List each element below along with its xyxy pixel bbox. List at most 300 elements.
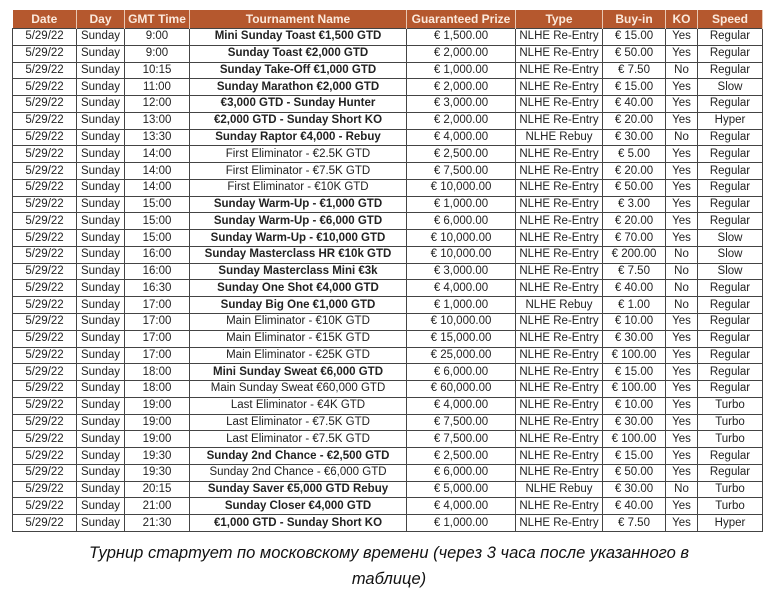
- cell-buy-in: € 15.00: [603, 79, 666, 96]
- table-row: [13, 448, 763, 465]
- table-row: [13, 246, 763, 263]
- cell-gmt-time: 13:30: [125, 129, 190, 146]
- cell-tournament-name: Sunday Take-Off €1,000 GTD: [190, 62, 407, 79]
- cell-gmt-time: 11:00: [125, 79, 190, 96]
- cell-date: 5/29/22: [13, 431, 77, 448]
- cell-tournament-name: Sunday Raptor €4,000 - Rebuy: [190, 129, 407, 146]
- cell-gmt-time: 17:00: [125, 330, 190, 347]
- cell-tournament-name: Sunday 2nd Chance - €6,000 GTD: [190, 464, 407, 481]
- cell-gmt-time: 21:00: [125, 498, 190, 515]
- cell-gmt-time: 14:00: [125, 146, 190, 163]
- cell-type: NLHE Re-Entry: [516, 464, 603, 481]
- cell-type: NLHE Re-Entry: [516, 330, 603, 347]
- cell-type: NLHE Re-Entry: [516, 96, 603, 113]
- cell-type: NLHE Re-Entry: [516, 196, 603, 213]
- cell-guaranteed-prize: € 6,000.00: [407, 464, 516, 481]
- cell-date: 5/29/22: [13, 62, 77, 79]
- cell-date: 5/29/22: [13, 498, 77, 515]
- cell-date: 5/29/22: [13, 45, 77, 62]
- cell-date: 5/29/22: [13, 314, 77, 331]
- cell-speed: Regular: [698, 213, 763, 230]
- cell-tournament-name: Sunday 2nd Chance - €2,500 GTD: [190, 448, 407, 465]
- cell-tournament-name: Sunday Saver €5,000 GTD Rebuy: [190, 481, 407, 498]
- cell-tournament-name: Mini Sunday Toast €1,500 GTD: [190, 29, 407, 46]
- cell-ko: Yes: [666, 146, 698, 163]
- cell-tournament-name: €2,000 GTD - Sunday Short KO: [190, 112, 407, 129]
- cell-speed: Hyper: [698, 515, 763, 532]
- cell-buy-in: € 20.00: [603, 163, 666, 180]
- cell-tournament-name: First Eliminator - €7.5K GTD: [190, 163, 407, 180]
- cell-date: 5/29/22: [13, 112, 77, 129]
- cell-tournament-name: €1,000 GTD - Sunday Short KO: [190, 515, 407, 532]
- cell-day: Sunday: [77, 330, 125, 347]
- table-row: [13, 330, 763, 347]
- cell-type: NLHE Re-Entry: [516, 213, 603, 230]
- cell-date: 5/29/22: [13, 246, 77, 263]
- table-row: [13, 29, 763, 46]
- cell-gmt-time: 10:15: [125, 62, 190, 79]
- cell-ko: No: [666, 62, 698, 79]
- cell-guaranteed-prize: € 4,000.00: [407, 129, 516, 146]
- cell-gmt-time: 19:30: [125, 464, 190, 481]
- cell-buy-in: € 70.00: [603, 230, 666, 247]
- cell-type: NLHE Re-Entry: [516, 498, 603, 515]
- cell-tournament-name: Sunday Closer €4,000 GTD: [190, 498, 407, 515]
- cell-gmt-time: 18:00: [125, 381, 190, 398]
- column-header-buy-in: Buy-in: [603, 10, 666, 29]
- cell-gmt-time: 18:00: [125, 364, 190, 381]
- cell-day: Sunday: [77, 414, 125, 431]
- column-header-day: Day: [77, 10, 125, 29]
- cell-guaranteed-prize: € 6,000.00: [407, 364, 516, 381]
- cell-ko: Yes: [666, 112, 698, 129]
- cell-day: Sunday: [77, 179, 125, 196]
- table-row: [13, 179, 763, 196]
- cell-gmt-time: 9:00: [125, 29, 190, 46]
- cell-gmt-time: 9:00: [125, 45, 190, 62]
- cell-tournament-name: Sunday One Shot €4,000 GTD: [190, 280, 407, 297]
- cell-guaranteed-prize: € 10,000.00: [407, 314, 516, 331]
- cell-guaranteed-prize: € 5,000.00: [407, 481, 516, 498]
- cell-ko: No: [666, 280, 698, 297]
- cell-date: 5/29/22: [13, 213, 77, 230]
- cell-type: NLHE Re-Entry: [516, 397, 603, 414]
- cell-ko: Yes: [666, 397, 698, 414]
- cell-guaranteed-prize: € 4,000.00: [407, 397, 516, 414]
- table-row: [13, 431, 763, 448]
- cell-speed: Regular: [698, 347, 763, 364]
- cell-guaranteed-prize: € 3,000.00: [407, 263, 516, 280]
- cell-buy-in: € 50.00: [603, 45, 666, 62]
- table-row: [13, 481, 763, 498]
- cell-buy-in: € 100.00: [603, 431, 666, 448]
- cell-speed: Regular: [698, 364, 763, 381]
- cell-date: 5/29/22: [13, 29, 77, 46]
- cell-day: Sunday: [77, 297, 125, 314]
- cell-guaranteed-prize: € 2,500.00: [407, 448, 516, 465]
- column-header-guaranteed-prize: Guaranteed Prize: [407, 10, 516, 29]
- cell-tournament-name: Sunday Masterclass Mini €3k: [190, 263, 407, 280]
- cell-gmt-time: 19:00: [125, 414, 190, 431]
- cell-ko: Yes: [666, 464, 698, 481]
- cell-ko: Yes: [666, 213, 698, 230]
- cell-date: 5/29/22: [13, 347, 77, 364]
- cell-guaranteed-prize: € 2,000.00: [407, 79, 516, 96]
- cell-tournament-name: Sunday Warm-Up - €10,000 GTD: [190, 230, 407, 247]
- cell-type: NLHE Re-Entry: [516, 179, 603, 196]
- cell-type: NLHE Re-Entry: [516, 230, 603, 247]
- cell-speed: Turbo: [698, 431, 763, 448]
- column-header-tournament-name: Tournament Name: [190, 10, 407, 29]
- cell-speed: Slow: [698, 263, 763, 280]
- table-row: [13, 146, 763, 163]
- cell-type: NLHE Re-Entry: [516, 515, 603, 532]
- cell-type: NLHE Re-Entry: [516, 448, 603, 465]
- cell-buy-in: € 30.00: [603, 129, 666, 146]
- cell-day: Sunday: [77, 464, 125, 481]
- cell-type: NLHE Re-Entry: [516, 314, 603, 331]
- cell-speed: Regular: [698, 45, 763, 62]
- cell-guaranteed-prize: € 60,000.00: [407, 381, 516, 398]
- cell-day: Sunday: [77, 481, 125, 498]
- cell-tournament-name: Sunday Warm-Up - €1,000 GTD: [190, 196, 407, 213]
- cell-day: Sunday: [77, 314, 125, 331]
- cell-ko: Yes: [666, 314, 698, 331]
- cell-type: NLHE Re-Entry: [516, 246, 603, 263]
- cell-ko: Yes: [666, 515, 698, 532]
- cell-type: NLHE Re-Entry: [516, 347, 603, 364]
- cell-guaranteed-prize: € 7,500.00: [407, 414, 516, 431]
- cell-buy-in: € 7.50: [603, 62, 666, 79]
- cell-guaranteed-prize: € 1,500.00: [407, 29, 516, 46]
- cell-date: 5/29/22: [13, 280, 77, 297]
- cell-date: 5/29/22: [13, 397, 77, 414]
- cell-day: Sunday: [77, 381, 125, 398]
- cell-guaranteed-prize: € 15,000.00: [407, 330, 516, 347]
- cell-tournament-name: Main Eliminator - €10K GTD: [190, 314, 407, 331]
- cell-guaranteed-prize: € 7,500.00: [407, 431, 516, 448]
- table-row: [13, 397, 763, 414]
- cell-guaranteed-prize: € 10,000.00: [407, 246, 516, 263]
- table-row: [13, 263, 763, 280]
- cell-gmt-time: 14:00: [125, 163, 190, 180]
- cell-tournament-name: First Eliminator - €10K GTD: [190, 179, 407, 196]
- cell-gmt-time: 20:15: [125, 481, 190, 498]
- cell-guaranteed-prize: € 1,000.00: [407, 62, 516, 79]
- table-row: [13, 62, 763, 79]
- cell-type: NLHE Re-Entry: [516, 79, 603, 96]
- cell-day: Sunday: [77, 45, 125, 62]
- cell-date: 5/29/22: [13, 381, 77, 398]
- cell-day: Sunday: [77, 79, 125, 96]
- cell-day: Sunday: [77, 163, 125, 180]
- cell-speed: Regular: [698, 314, 763, 331]
- table-row: [13, 280, 763, 297]
- cell-ko: Yes: [666, 498, 698, 515]
- table-row: [13, 96, 763, 113]
- cell-tournament-name: €3,000 GTD - Sunday Hunter: [190, 96, 407, 113]
- cell-guaranteed-prize: € 1,000.00: [407, 196, 516, 213]
- cell-buy-in: € 5.00: [603, 146, 666, 163]
- cell-gmt-time: 12:00: [125, 96, 190, 113]
- cell-date: 5/29/22: [13, 179, 77, 196]
- cell-guaranteed-prize: € 10,000.00: [407, 179, 516, 196]
- table-row: [13, 129, 763, 146]
- cell-type: NLHE Re-Entry: [516, 414, 603, 431]
- table-row: [13, 381, 763, 398]
- cell-ko: Yes: [666, 29, 698, 46]
- cell-tournament-name: Main Eliminator - €15K GTD: [190, 330, 407, 347]
- cell-buy-in: € 30.00: [603, 330, 666, 347]
- table-row: [13, 213, 763, 230]
- cell-speed: Regular: [698, 280, 763, 297]
- table-row: [13, 196, 763, 213]
- column-header-date: Date: [13, 10, 77, 29]
- cell-type: NLHE Re-Entry: [516, 45, 603, 62]
- column-header-ko: KO: [666, 10, 698, 29]
- tournament-schedule-table: [12, 10, 763, 532]
- cell-type: NLHE Re-Entry: [516, 381, 603, 398]
- cell-date: 5/29/22: [13, 464, 77, 481]
- cell-buy-in: € 100.00: [603, 347, 666, 364]
- cell-day: Sunday: [77, 263, 125, 280]
- cell-guaranteed-prize: € 1,000.00: [407, 297, 516, 314]
- cell-buy-in: € 15.00: [603, 448, 666, 465]
- cell-guaranteed-prize: € 2,000.00: [407, 112, 516, 129]
- cell-speed: Turbo: [698, 414, 763, 431]
- cell-speed: Slow: [698, 246, 763, 263]
- cell-guaranteed-prize: € 4,000.00: [407, 498, 516, 515]
- cell-speed: Turbo: [698, 498, 763, 515]
- cell-date: 5/29/22: [13, 448, 77, 465]
- cell-day: Sunday: [77, 246, 125, 263]
- cell-gmt-time: 13:00: [125, 112, 190, 129]
- cell-date: 5/29/22: [13, 297, 77, 314]
- table-row: [13, 297, 763, 314]
- cell-day: Sunday: [77, 515, 125, 532]
- cell-speed: Regular: [698, 330, 763, 347]
- cell-date: 5/29/22: [13, 330, 77, 347]
- cell-gmt-time: 17:00: [125, 314, 190, 331]
- cell-buy-in: € 1.00: [603, 297, 666, 314]
- cell-tournament-name: Sunday Toast €2,000 GTD: [190, 45, 407, 62]
- header-row: [13, 10, 763, 29]
- cell-buy-in: € 50.00: [603, 179, 666, 196]
- cell-ko: Yes: [666, 381, 698, 398]
- cell-ko: Yes: [666, 330, 698, 347]
- cell-guaranteed-prize: € 3,000.00: [407, 96, 516, 113]
- cell-tournament-name: Last Eliminator - €4K GTD: [190, 397, 407, 414]
- cell-guaranteed-prize: € 2,500.00: [407, 146, 516, 163]
- cell-buy-in: € 15.00: [603, 364, 666, 381]
- cell-buy-in: € 20.00: [603, 213, 666, 230]
- cell-buy-in: € 10.00: [603, 314, 666, 331]
- cell-day: Sunday: [77, 498, 125, 515]
- caption-line-1: Турнир стартует по московскому времени (через 3 часа после указанного в: [88, 544, 690, 562]
- cell-tournament-name: First Eliminator - €2.5K GTD: [190, 146, 407, 163]
- cell-buy-in: € 10.00: [603, 397, 666, 414]
- cell-ko: Yes: [666, 96, 698, 113]
- cell-date: 5/29/22: [13, 79, 77, 96]
- cell-speed: Regular: [698, 381, 763, 398]
- cell-ko: Yes: [666, 196, 698, 213]
- cell-buy-in: € 40.00: [603, 498, 666, 515]
- cell-gmt-time: 19:00: [125, 397, 190, 414]
- cell-date: 5/29/22: [13, 196, 77, 213]
- cell-tournament-name: Main Eliminator - €25K GTD: [190, 347, 407, 364]
- cell-day: Sunday: [77, 196, 125, 213]
- cell-buy-in: € 7.50: [603, 515, 666, 532]
- cell-ko: Yes: [666, 163, 698, 180]
- cell-speed: Regular: [698, 464, 763, 481]
- cell-ko: No: [666, 297, 698, 314]
- table-row: [13, 498, 763, 515]
- cell-gmt-time: 17:00: [125, 347, 190, 364]
- cell-type: NLHE Rebuy: [516, 129, 603, 146]
- cell-date: 5/29/22: [13, 263, 77, 280]
- cell-speed: Regular: [698, 129, 763, 146]
- cell-type: NLHE Re-Entry: [516, 431, 603, 448]
- cell-date: 5/29/22: [13, 515, 77, 532]
- cell-ko: Yes: [666, 448, 698, 465]
- cell-guaranteed-prize: € 25,000.00: [407, 347, 516, 364]
- cell-gmt-time: 21:30: [125, 515, 190, 532]
- cell-ko: Yes: [666, 414, 698, 431]
- cell-ko: Yes: [666, 230, 698, 247]
- cell-day: Sunday: [77, 280, 125, 297]
- cell-buy-in: € 7.50: [603, 263, 666, 280]
- cell-day: Sunday: [77, 146, 125, 163]
- cell-speed: Turbo: [698, 481, 763, 498]
- cell-ko: Yes: [666, 431, 698, 448]
- table-row: [13, 414, 763, 431]
- cell-buy-in: € 20.00: [603, 112, 666, 129]
- cell-gmt-time: 16:30: [125, 280, 190, 297]
- cell-ko: No: [666, 481, 698, 498]
- cell-day: Sunday: [77, 431, 125, 448]
- cell-ko: Yes: [666, 179, 698, 196]
- cell-speed: Regular: [698, 62, 763, 79]
- caption: [0, 540, 778, 592]
- cell-day: Sunday: [77, 62, 125, 79]
- cell-speed: Regular: [698, 163, 763, 180]
- cell-day: Sunday: [77, 29, 125, 46]
- cell-guaranteed-prize: € 7,500.00: [407, 163, 516, 180]
- cell-speed: Hyper: [698, 112, 763, 129]
- cell-date: 5/29/22: [13, 364, 77, 381]
- cell-tournament-name: Sunday Masterclass HR €10k GTD: [190, 246, 407, 263]
- cell-tournament-name: Sunday Warm-Up - €6,000 GTD: [190, 213, 407, 230]
- column-header-gmt-time: GMT Time: [125, 10, 190, 29]
- cell-buy-in: € 200.00: [603, 246, 666, 263]
- table-row: [13, 45, 763, 62]
- cell-gmt-time: 19:30: [125, 448, 190, 465]
- cell-guaranteed-prize: € 2,000.00: [407, 45, 516, 62]
- cell-gmt-time: 15:00: [125, 213, 190, 230]
- cell-gmt-time: 16:00: [125, 263, 190, 280]
- column-header-type: Type: [516, 10, 603, 29]
- table-row: [13, 79, 763, 96]
- cell-buy-in: € 40.00: [603, 96, 666, 113]
- cell-day: Sunday: [77, 230, 125, 247]
- cell-day: Sunday: [77, 448, 125, 465]
- cell-speed: Turbo: [698, 397, 763, 414]
- cell-date: 5/29/22: [13, 96, 77, 113]
- cell-date: 5/29/22: [13, 146, 77, 163]
- cell-type: NLHE Re-Entry: [516, 146, 603, 163]
- cell-date: 5/29/22: [13, 163, 77, 180]
- cell-ko: No: [666, 263, 698, 280]
- cell-tournament-name: Sunday Big One €1,000 GTD: [190, 297, 407, 314]
- cell-buy-in: € 15.00: [603, 29, 666, 46]
- cell-speed: Regular: [698, 179, 763, 196]
- cell-gmt-time: 16:00: [125, 246, 190, 263]
- cell-ko: Yes: [666, 45, 698, 62]
- cell-day: Sunday: [77, 213, 125, 230]
- caption-line-2: таблице): [351, 570, 427, 588]
- cell-type: NLHE Re-Entry: [516, 280, 603, 297]
- cell-day: Sunday: [77, 397, 125, 414]
- cell-ko: Yes: [666, 364, 698, 381]
- cell-guaranteed-prize: € 6,000.00: [407, 213, 516, 230]
- table-body: [13, 29, 763, 532]
- cell-buy-in: € 30.00: [603, 481, 666, 498]
- cell-tournament-name: Main Sunday Sweat €60,000 GTD: [190, 381, 407, 398]
- cell-tournament-name: Mini Sunday Sweat €6,000 GTD: [190, 364, 407, 381]
- cell-buy-in: € 40.00: [603, 280, 666, 297]
- cell-tournament-name: Last Eliminator - €7.5K GTD: [190, 414, 407, 431]
- table-row: [13, 347, 763, 364]
- cell-speed: Regular: [698, 196, 763, 213]
- cell-speed: Regular: [698, 96, 763, 113]
- cell-guaranteed-prize: € 4,000.00: [407, 280, 516, 297]
- cell-type: NLHE Re-Entry: [516, 163, 603, 180]
- cell-type: NLHE Re-Entry: [516, 263, 603, 280]
- table-row: [13, 112, 763, 129]
- cell-day: Sunday: [77, 364, 125, 381]
- cell-ko: Yes: [666, 347, 698, 364]
- cell-tournament-name: Sunday Marathon €2,000 GTD: [190, 79, 407, 96]
- cell-date: 5/29/22: [13, 129, 77, 146]
- cell-buy-in: € 100.00: [603, 381, 666, 398]
- cell-gmt-time: 19:00: [125, 431, 190, 448]
- cell-gmt-time: 15:00: [125, 230, 190, 247]
- cell-date: 5/29/22: [13, 481, 77, 498]
- table-row: [13, 314, 763, 331]
- cell-speed: Regular: [698, 297, 763, 314]
- cell-type: NLHE Rebuy: [516, 297, 603, 314]
- cell-gmt-time: 15:00: [125, 196, 190, 213]
- cell-date: 5/29/22: [13, 230, 77, 247]
- cell-type: NLHE Re-Entry: [516, 29, 603, 46]
- table-row: [13, 464, 763, 481]
- cell-ko: No: [666, 129, 698, 146]
- cell-gmt-time: 14:00: [125, 179, 190, 196]
- cell-type: NLHE Re-Entry: [516, 364, 603, 381]
- cell-buy-in: € 50.00: [603, 464, 666, 481]
- cell-type: NLHE Re-Entry: [516, 112, 603, 129]
- cell-guaranteed-prize: € 10,000.00: [407, 230, 516, 247]
- table-row: [13, 364, 763, 381]
- cell-tournament-name: Last Eliminator - €7.5K GTD: [190, 431, 407, 448]
- cell-date: 5/29/22: [13, 414, 77, 431]
- cell-day: Sunday: [77, 96, 125, 113]
- cell-day: Sunday: [77, 129, 125, 146]
- table-row: [13, 230, 763, 247]
- cell-buy-in: € 30.00: [603, 414, 666, 431]
- table-row: [13, 515, 763, 532]
- cell-speed: Regular: [698, 29, 763, 46]
